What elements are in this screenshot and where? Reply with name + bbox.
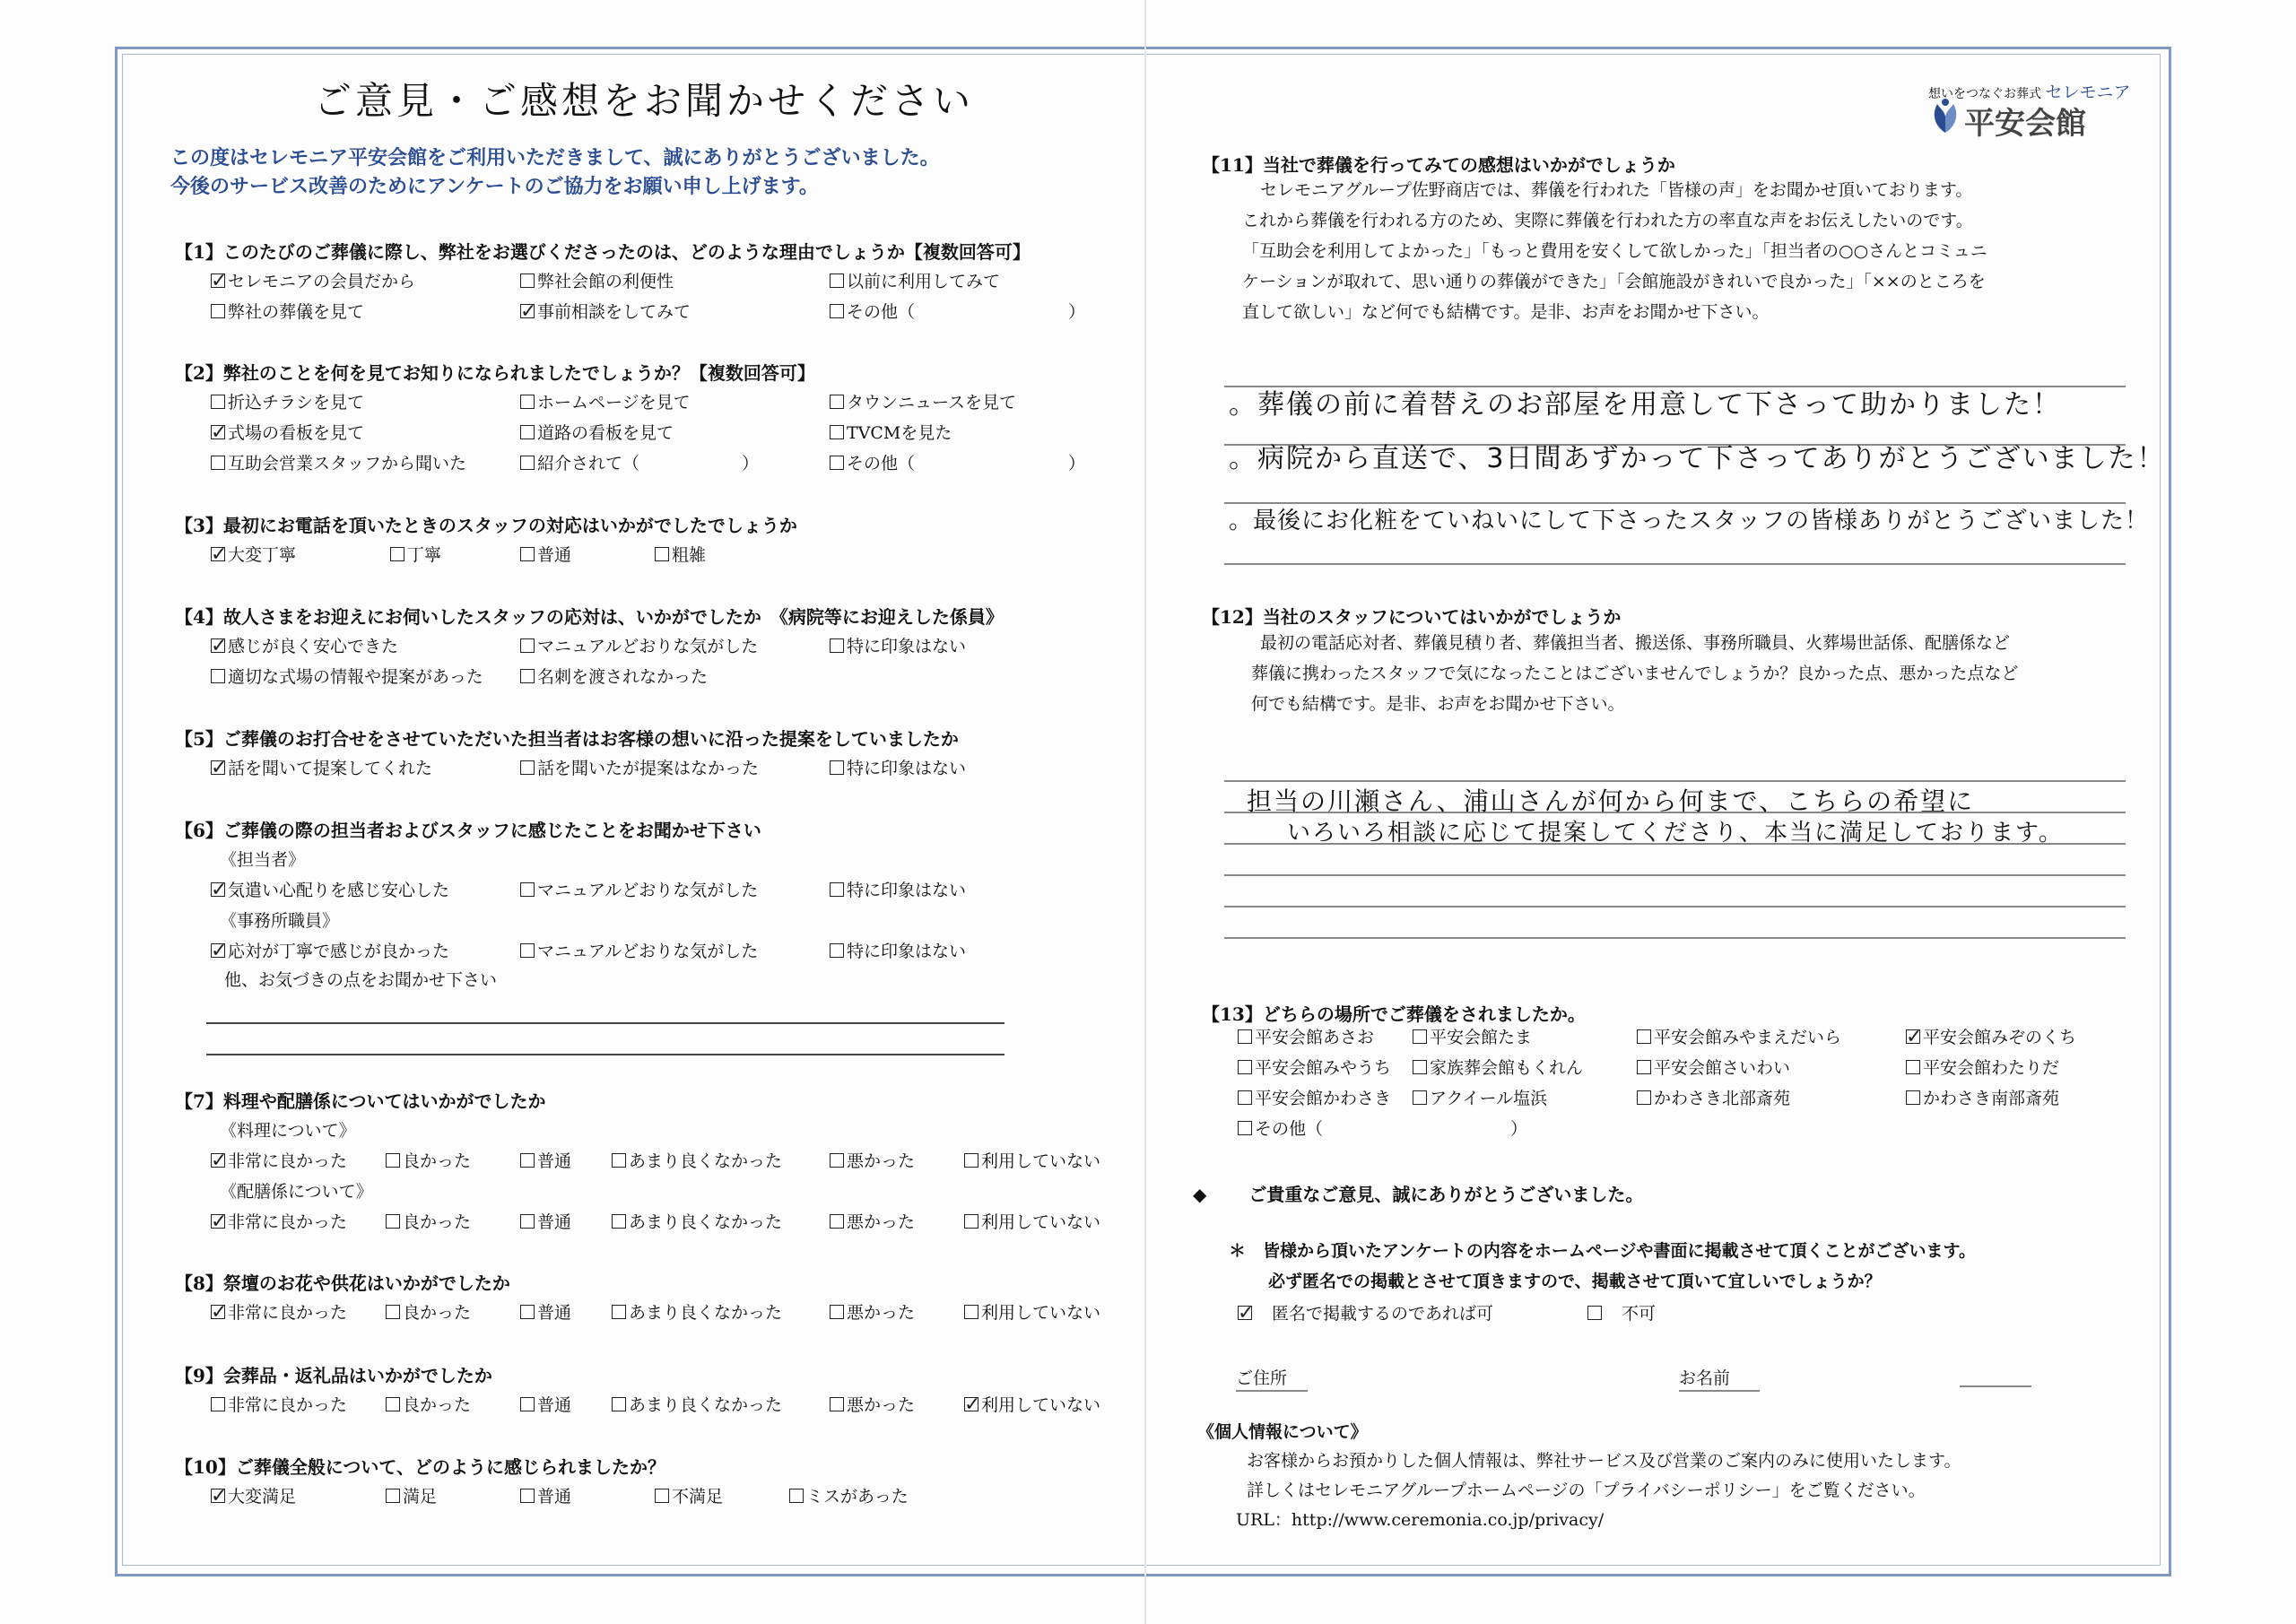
q4-option[interactable]: 適切な式場の情報や提案があった <box>211 662 483 692</box>
q4-options <box>211 631 1108 692</box>
q13-option[interactable]: その他（ ） <box>1238 1114 1527 1144</box>
checkbox-icon[interactable] <box>964 1214 978 1229</box>
q4-label: 【4】故人さまをお迎えにお伺いしたスタッフの応対は、いかがでしたか 《病院等にお迎えした係員》 <box>175 606 1004 628</box>
privacy-line: お客様からお預かりした個人情報は、弊社サービス及び営業のご案内のみに使用いたします。 <box>1247 1451 1961 1471</box>
q4-option[interactable]: 名刺を渡されなかった <box>520 662 708 692</box>
q8-label: 【8】祭壇のお花や供花はいかがでしたか <box>175 1272 510 1294</box>
q13-option[interactable]: 平安会館さいわい <box>1637 1053 1790 1083</box>
q12-answer-line[interactable] <box>1224 906 2126 908</box>
checkbox-icon[interactable] <box>612 1305 626 1319</box>
checkbox-icon[interactable] <box>520 669 535 683</box>
q7-option[interactable]: あまり良くなかった <box>612 1146 782 1177</box>
privacy-url[interactable]: URL：http://www.ceremonia.co.jp/privacy/ <box>1236 1510 1605 1530</box>
q10-label: 【10】ご葬儀全般について、どのように感じられましたか？ <box>175 1456 666 1478</box>
q2-label: 【2】弊社のことを何を見てお知りになられましたでしょうか？【複数回答可】 <box>175 362 815 384</box>
q7-option[interactable]: 利用していない <box>964 1207 1100 1238</box>
q9-option[interactable]: あまり良くなかった <box>612 1390 782 1420</box>
checkbox-icon[interactable] <box>830 1305 844 1319</box>
q7-option[interactable]: 普通 <box>520 1146 571 1177</box>
checkbox-icon[interactable] <box>1413 1029 1427 1044</box>
checkbox-checked-icon[interactable] <box>211 1153 225 1168</box>
q7-option[interactable]: 悪かった <box>830 1207 915 1238</box>
q2-option[interactable]: 互助会営業スタッフから聞いた <box>211 448 466 479</box>
q12-handwritten-answer: いろいろ相談に応じて提案してくださり、本当に満足しております。 <box>1287 820 2064 847</box>
q12-label: 【12】当社のスタッフについてはいかがでしょうか <box>1202 606 1622 628</box>
q13-option[interactable]: かわさき北部斎苑 <box>1637 1083 1790 1114</box>
q4-option[interactable]: マニュアルどおりな気がした <box>520 631 758 662</box>
checkbox-icon[interactable] <box>964 1305 978 1319</box>
checkbox-icon[interactable] <box>386 1153 400 1168</box>
checkbox-icon[interactable] <box>520 1489 535 1503</box>
q1-option[interactable]: その他（ ） <box>830 297 1085 327</box>
checkbox-icon[interactable] <box>1413 1060 1427 1074</box>
q7-options-food <box>211 1146 1135 1177</box>
q7-option[interactable]: 悪かった <box>830 1146 915 1177</box>
checkbox-checked-icon[interactable] <box>211 1489 225 1503</box>
checkbox-icon[interactable] <box>1413 1090 1427 1105</box>
checkbox-icon[interactable] <box>386 1489 400 1503</box>
checkbox-icon[interactable] <box>211 1397 225 1411</box>
checkbox-checked-icon[interactable] <box>211 943 225 958</box>
q9-option[interactable]: 良かった <box>386 1390 471 1420</box>
thanks-message: ◆ ご貴重なご意見、誠にありがとうございました。 <box>1193 1184 1644 1205</box>
checkbox-icon[interactable] <box>830 943 844 958</box>
q11-body-line: ケーションが取れて、思い通りの葬儀ができた」「会館施設がきれいで良かった」「××のところを <box>1242 272 1986 291</box>
checkbox-icon[interactable] <box>1238 1121 1252 1135</box>
q6-sub-office: 《事務所職員》 <box>220 911 340 931</box>
checkbox-icon[interactable] <box>1637 1060 1651 1074</box>
q9-option[interactable]: ✓ 利用していない <box>964 1390 1100 1420</box>
checkbox-icon[interactable] <box>520 943 535 958</box>
q8-option[interactable]: 良かった <box>386 1298 471 1328</box>
q11-body-line: これから葬儀を行われる方のため、実際に葬儀を行われた方の率直な声をお伝えしたいのです。 <box>1242 211 1973 230</box>
intro-line: この度はセレモニア平安会館をご利用いただきまして、誠にありがとうございました。 <box>170 146 940 169</box>
q7-sub-food: 《料理について》 <box>220 1121 356 1141</box>
checkbox-icon[interactable] <box>655 1489 669 1503</box>
q6-option[interactable]: ✓応対が丁寧で感じが良かった <box>211 936 449 967</box>
checkbox-icon[interactable] <box>655 547 669 561</box>
checkbox-icon[interactable] <box>386 1305 400 1319</box>
q7-option[interactable]: あまり良くなかった <box>612 1207 782 1238</box>
q9-option[interactable]: 普通 <box>520 1390 571 1420</box>
q13-option[interactable]: 平安会館たま <box>1413 1022 1532 1053</box>
q11-handwritten-answer: 。最後にお化粧をていねいにして下さったスタッフの皆様ありがとうございました！ <box>1229 508 2150 534</box>
checkbox-checked-icon[interactable] <box>211 547 225 561</box>
q13-option[interactable]: 平安会館かわさき <box>1238 1083 1391 1114</box>
q6-label: 【6】ご葬儀の際の担当者およびスタッフに感じたことをお聞かせ下さい <box>175 820 761 841</box>
q5-option[interactable]: ✓話を聞いて提案してくれた <box>211 753 432 784</box>
q8-option[interactable]: 利用していない <box>964 1298 1100 1328</box>
q3-option[interactable]: 丁寧 <box>390 540 441 570</box>
q13-options <box>1238 1022 2135 1144</box>
q3-options <box>211 540 1108 570</box>
q1-label: 【1】このたびのご葬儀に際し、弊社をお選びくださったのは、どのような理由でしょうか【複数回答可】 <box>175 241 1031 263</box>
q10-option[interactable]: 不満足 <box>655 1481 723 1512</box>
publish-line: ＊ 皆様から頂いたアンケートの内容をホームページや書面に掲載させて頂くことがございます。 <box>1229 1241 1976 1261</box>
checkbox-icon[interactable] <box>964 1153 978 1168</box>
name-field-end[interactable] <box>1960 1385 2031 1387</box>
q11-body-line: セレモニアグループ佐野商店では、葬儀を行われた「皆様の声」をお聞かせ頂いております。 <box>1260 180 1973 200</box>
q12-body-line: 何でも結構です。是非、お声をお聞かせ下さい。 <box>1251 694 1625 714</box>
q6-answer-line[interactable] <box>206 1054 1004 1055</box>
q6-answer-line[interactable] <box>206 1022 1004 1024</box>
q2-option[interactable]: 折込チラシを見て <box>211 387 364 418</box>
q13-option[interactable]: 平安会館あさお <box>1238 1022 1374 1053</box>
q3-option[interactable]: ✓大変丁寧 <box>211 540 296 570</box>
q5-label: 【5】ご葬儀のお打合せをさせていただいた担当者はお客様の想いに沿った提案をしていましたか <box>175 728 959 750</box>
q13-option[interactable]: 平安会館わたりだ <box>1906 1053 2059 1083</box>
q8-option[interactable]: 普通 <box>520 1298 571 1328</box>
q5-option[interactable]: 話を聞いたが提案はなかった <box>520 753 759 784</box>
diamond-icon: ◆ <box>1193 1184 1207 1205</box>
checkbox-icon[interactable] <box>386 1214 400 1229</box>
q12-body <box>1251 628 2019 719</box>
q2-option[interactable]: TVCMを見た <box>830 418 952 448</box>
q11-body <box>1242 175 1987 327</box>
checkbox-icon[interactable] <box>830 1397 844 1411</box>
q11-handwritten-answer: 。病院から直送で、3日間あずかって下さってありがとうございました！ <box>1229 443 2166 474</box>
checkbox-icon[interactable] <box>830 395 844 409</box>
q7-option[interactable]: ✓非常に良かった <box>211 1207 347 1238</box>
publish-yes-option[interactable]: ✓ 匿名で掲載するのであれば可 <box>1238 1298 1493 1329</box>
checkbox-icon[interactable] <box>612 1153 626 1168</box>
left-page <box>135 54 1130 1560</box>
checkbox-icon[interactable] <box>830 760 844 775</box>
checkbox-icon[interactable] <box>520 456 535 470</box>
q13-option[interactable]: 家族葬会館もくれん <box>1413 1053 1583 1083</box>
q2-option[interactable]: 紹介されて（ ） <box>520 448 759 479</box>
q7-options-service <box>211 1207 1135 1238</box>
checkbox-checked-icon[interactable] <box>1906 1029 1920 1044</box>
q7-option[interactable]: 普通 <box>520 1207 571 1238</box>
checkbox-icon[interactable] <box>830 425 844 439</box>
q6-options-staff <box>211 875 1108 906</box>
checkbox-checked-icon[interactable] <box>211 1214 225 1229</box>
checkbox-icon[interactable] <box>1238 1060 1252 1074</box>
q13-label: 【13】どちらの場所でご葬儀をされましたか。 <box>1202 1003 1586 1025</box>
checkbox-icon[interactable] <box>520 547 535 561</box>
q1-options <box>211 266 1108 327</box>
checkbox-checked-icon[interactable] <box>211 638 225 653</box>
q7-option[interactable]: ✓非常に良かった <box>211 1146 347 1177</box>
publish-line: 必ず匿名での掲載とさせて頂きますので、掲載させて頂いて宜しいでしょうか？ <box>1268 1272 1882 1291</box>
checkbox-icon[interactable] <box>1637 1029 1651 1044</box>
q13-option[interactable]: かわさき南部斎苑 <box>1906 1083 2059 1114</box>
q2-option[interactable]: ホームページを見て <box>520 387 691 418</box>
checkbox-checked-icon[interactable] <box>211 1305 225 1319</box>
q2-option[interactable]: タウンニュースを見て <box>830 387 1016 418</box>
q8-options <box>211 1298 1135 1328</box>
checkbox-icon[interactable] <box>520 1153 535 1168</box>
q10-options <box>211 1481 1108 1512</box>
q3-option[interactable]: 普通 <box>520 540 571 570</box>
checkbox-icon[interactable] <box>520 760 535 775</box>
checkbox-icon[interactable] <box>830 1214 844 1229</box>
publish-options <box>1238 1298 1776 1329</box>
checkbox-checked-icon[interactable] <box>1238 1306 1252 1320</box>
q13-option[interactable]: ✓ 平安会館みぞのくち <box>1906 1022 2076 1053</box>
checkbox-icon[interactable] <box>520 1397 535 1411</box>
checkbox-checked-icon[interactable] <box>520 304 535 318</box>
logo-name: 平安会館 <box>1964 106 2086 142</box>
checkbox-icon[interactable] <box>211 395 225 409</box>
checkbox-icon[interactable] <box>520 638 535 653</box>
q12-handwritten-answer: 担当の川瀬さん、浦山さんが何から何まで、こちらの希望に <box>1247 786 1975 816</box>
checkbox-icon[interactable] <box>1587 1306 1602 1320</box>
address-label: ご住所 <box>1236 1368 1288 1388</box>
q9-options <box>211 1390 1135 1420</box>
checkbox-icon[interactable] <box>211 669 225 683</box>
checkbox-checked-icon[interactable] <box>211 760 225 775</box>
page-title: ご意見・ご感想をお聞かせください <box>314 79 975 123</box>
q7-sub-service: 《配膳係について》 <box>220 1182 373 1202</box>
checkbox-icon[interactable] <box>520 274 535 288</box>
q3-option[interactable]: 粗雑 <box>655 540 706 570</box>
intro-text <box>170 143 940 201</box>
q1-option[interactable]: ✓ 事前相談をしてみて <box>520 297 691 327</box>
checkbox-icon[interactable] <box>211 304 225 318</box>
q4-option[interactable]: 特に印象はない <box>830 631 966 662</box>
privacy-text <box>1236 1446 1961 1535</box>
q6-option[interactable]: マニュアルどおりな気がした <box>520 875 758 906</box>
q8-option[interactable]: ✓非常に良かった <box>211 1298 347 1328</box>
checkbox-icon[interactable] <box>789 1489 804 1503</box>
q1-option[interactable]: 弊社会館の利便性 <box>520 266 674 297</box>
q6-option[interactable]: 特に印象はない <box>830 875 966 906</box>
q5-option[interactable]: 特に印象はない <box>830 753 966 784</box>
name-field[interactable] <box>1679 1390 1760 1392</box>
q10-option[interactable]: ✓大変満足 <box>211 1481 296 1512</box>
checkbox-icon[interactable] <box>1238 1090 1252 1105</box>
checkbox-icon[interactable] <box>520 395 535 409</box>
q6-sub-staff: 《担当者》 <box>220 850 306 870</box>
q2-options <box>211 387 1108 479</box>
right-page <box>1175 54 2166 1560</box>
q12-answer-line[interactable] <box>1224 874 2126 876</box>
q13-option[interactable]: アクイール塩浜 <box>1413 1083 1547 1114</box>
q6-option[interactable]: ✓気遣い心配りを感じ安心した <box>211 875 449 906</box>
checkbox-icon[interactable] <box>390 547 404 561</box>
q7-label: 【7】料理や配膳係についてはいかがでしたか <box>175 1090 546 1112</box>
q1-option[interactable]: 弊社の葬儀を見て <box>211 297 364 327</box>
logo-tagline: 想いをつなぐお葬式 セレモニア <box>1928 83 2131 102</box>
q10-option[interactable]: 普通 <box>520 1481 571 1512</box>
checkbox-icon[interactable] <box>830 882 844 897</box>
checkbox-icon[interactable] <box>612 1214 626 1229</box>
checkbox-icon[interactable] <box>386 1397 400 1411</box>
q8-option[interactable]: 悪かった <box>830 1298 915 1328</box>
checkbox-icon[interactable] <box>211 456 225 470</box>
q7-option[interactable]: 良かった <box>386 1146 471 1177</box>
q1-option[interactable]: ✓セレモニアの会員だから <box>211 266 415 297</box>
q9-option[interactable]: 非常に良かった <box>211 1390 347 1420</box>
q6-other-prompt: 他、お気づきの点をお聞かせ下さい <box>224 970 498 990</box>
name-label: お名前 <box>1679 1368 1731 1388</box>
checkbox-icon[interactable] <box>520 1305 535 1319</box>
q11-label: 【11】当社で葬儀を行ってみての感想はいかがでしょうか <box>1202 154 1675 176</box>
checkbox-checked-icon[interactable] <box>964 1397 978 1411</box>
intro-line: 今後のサービス改善のためにアンケートのご協力をお願い申し上げます。 <box>170 175 819 198</box>
checkbox-icon[interactable] <box>830 1153 844 1168</box>
address-field[interactable] <box>1236 1390 1308 1392</box>
privacy-title: 《個人情報について》 <box>1197 1422 1368 1442</box>
checkbox-icon[interactable] <box>520 882 535 897</box>
checkbox-checked-icon[interactable] <box>211 274 225 288</box>
q11-body-line: 直して欲しい」など何でも結構です。是非、お声をお聞かせ下さい。 <box>1242 302 1770 322</box>
q5-options <box>211 753 1108 784</box>
q3-label: 【3】最初にお電話を頂いたときのスタッフの対応はいかがでしたでしょうか <box>175 515 797 536</box>
checkbox-icon[interactable] <box>1637 1090 1651 1105</box>
q10-option[interactable]: ミスがあった <box>789 1481 909 1512</box>
checkbox-icon[interactable] <box>612 1397 626 1411</box>
q8-option[interactable]: あまり良くなかった <box>612 1298 782 1328</box>
checkbox-checked-icon[interactable] <box>211 882 225 897</box>
checkbox-icon[interactable] <box>830 638 844 653</box>
q7-option[interactable]: 良かった <box>386 1207 471 1238</box>
q6-option[interactable]: 特に印象はない <box>830 936 966 967</box>
q13-option[interactable]: 平安会館みやまえだいら <box>1637 1022 1841 1053</box>
q11-handwritten-answer: 。葬儀の前に着替えのお部屋を用意して下さって助かりました！ <box>1229 389 2061 421</box>
checkbox-icon[interactable] <box>1906 1060 1920 1074</box>
checkbox-icon[interactable] <box>520 1214 535 1229</box>
q2-option[interactable]: その他（ ） <box>830 448 1085 479</box>
q12-body-line: 最初の電話応対者、葬儀見積り者、葬儀担当者、搬送係、事務所職員、火葬場世話係、配膳係など <box>1260 633 2011 653</box>
privacy-line: 詳しくはセレモニアグループホームページの「プライバシーポリシー」をご覧ください。 <box>1247 1481 1926 1500</box>
asterisk-icon: ＊ <box>1229 1241 1247 1261</box>
checkbox-icon[interactable] <box>830 304 844 318</box>
q4-option[interactable]: ✓感じが良く安心できた <box>211 631 398 662</box>
q9-option[interactable]: 悪かった <box>830 1390 915 1420</box>
q12-answer-line[interactable] <box>1224 937 2126 939</box>
q2-option[interactable]: 道路の看板を見て <box>520 418 674 448</box>
q1-option[interactable]: 以前に利用してみて <box>830 266 1000 297</box>
publish-consent <box>1229 1236 1976 1297</box>
checkbox-icon[interactable] <box>830 456 844 470</box>
q11-answer-line[interactable] <box>1224 563 2126 565</box>
page-fold <box>1144 0 1146 1624</box>
checkbox-icon[interactable] <box>1238 1029 1252 1044</box>
checkbox-checked-icon[interactable] <box>211 425 225 439</box>
q10-option[interactable]: 満足 <box>386 1481 437 1512</box>
q6-option[interactable]: マニュアルどおりな気がした <box>520 936 758 967</box>
q7-option[interactable]: 利用していない <box>964 1146 1100 1177</box>
q13-option[interactable]: 平安会館みやうち <box>1238 1053 1391 1083</box>
checkbox-icon[interactable] <box>1906 1090 1920 1105</box>
q2-option[interactable]: ✓式場の看板を見て <box>211 418 364 448</box>
checkbox-icon[interactable] <box>830 274 844 288</box>
q12-body-line: 葬儀に携わったスタッフで気になったことはございませんでしょうか？良かった点、悪かった点など <box>1251 664 2019 683</box>
q6-options-office <box>211 936 1108 967</box>
checkbox-icon[interactable] <box>520 425 535 439</box>
q9-label: 【9】会葬品・返礼品はいかがでしたか <box>175 1365 492 1386</box>
q11-body-line: 「互助会を利用してよかった」「もっと費用を安くして欲しかった」「担当者の○○さんとコミュニ <box>1242 241 1987 261</box>
publish-no-option[interactable]: 不可 <box>1587 1298 1656 1329</box>
